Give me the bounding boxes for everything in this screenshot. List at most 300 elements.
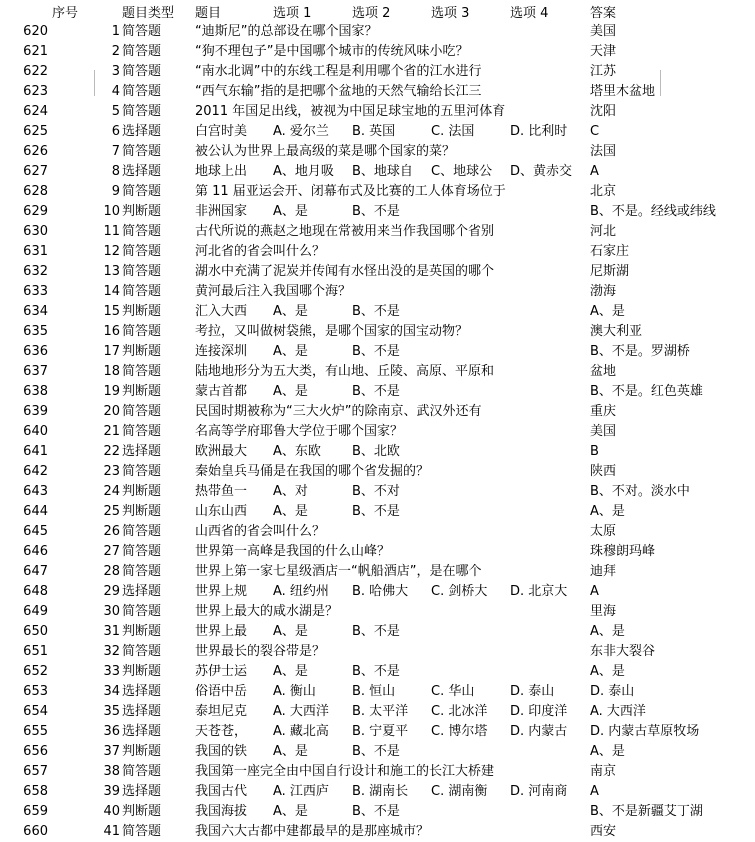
row-type: 判断题 — [122, 624, 162, 639]
row-seq: 626 — [23, 144, 48, 159]
table-row — [0, 422, 755, 442]
row-option-3: C. 剑桥大 — [431, 584, 488, 599]
row-answer: 陕西 — [590, 464, 617, 479]
row-seq: 647 — [23, 564, 48, 579]
row-answer: 法国 — [590, 144, 617, 159]
row-number: 10 — [103, 204, 120, 219]
row-option-1: A、是 — [273, 744, 308, 759]
row-answer: 重庆 — [590, 404, 617, 419]
header-option-3: 选项 3 — [431, 6, 470, 21]
table-row — [0, 602, 755, 622]
row-answer: 尼斯湖 — [590, 264, 630, 279]
row-type: 选择题 — [122, 684, 162, 699]
row-option-2: B. 太平洋 — [352, 704, 409, 719]
header-option-2: 选项 2 — [352, 6, 391, 21]
row-option-1: A、是 — [273, 304, 308, 319]
row-answer: 东非大裂谷 — [590, 644, 656, 659]
row-question: 欧洲最大 — [195, 444, 248, 459]
row-question: 2011 年国足出线，被视为中国足球宝地的五里河体育 — [195, 104, 506, 119]
row-seq: 628 — [23, 184, 48, 199]
row-type: 简答题 — [122, 104, 162, 119]
row-type: 简答题 — [122, 324, 162, 339]
row-option-1: A、是 — [273, 344, 308, 359]
row-seq: 645 — [23, 524, 48, 539]
row-type: 简答题 — [122, 564, 162, 579]
row-question: 古代所说的燕赵之地现在常被用来当作我国哪个省别 — [195, 224, 495, 239]
row-answer: D. 泰山 — [590, 684, 635, 699]
table-row — [0, 382, 755, 402]
row-answer: A、是 — [590, 624, 625, 639]
row-number: 3 — [111, 64, 120, 79]
table-row — [0, 302, 755, 322]
table-row — [0, 442, 755, 462]
row-answer: A、是 — [590, 664, 625, 679]
row-number: 34 — [103, 684, 120, 699]
row-type: 判断题 — [122, 744, 162, 759]
table-row — [0, 402, 755, 422]
row-question: 天苍苍， — [195, 724, 248, 739]
row-option-3: C. 博尔塔 — [431, 724, 488, 739]
row-option-2: B、不是 — [352, 744, 400, 759]
row-seq: 654 — [23, 704, 48, 719]
row-number: 13 — [103, 264, 120, 279]
row-option-2: B. 哈佛大 — [352, 584, 409, 599]
header-option-1: 选项 1 — [273, 6, 312, 21]
row-number: 6 — [111, 124, 120, 139]
row-option-3: C. 华山 — [431, 684, 475, 699]
row-number: 16 — [103, 324, 120, 339]
row-question: 山东山西 — [195, 504, 248, 519]
row-type: 简答题 — [122, 604, 162, 619]
row-seq: 632 — [23, 264, 48, 279]
table-row — [0, 262, 755, 282]
row-number: 2 — [111, 44, 120, 59]
row-question: 汇入大西 — [195, 304, 248, 319]
table-row — [0, 722, 755, 742]
row-answer: 渤海 — [590, 284, 617, 299]
row-seq: 642 — [23, 464, 48, 479]
row-number: 36 — [103, 724, 120, 739]
row-option-3: C. 北冰洋 — [431, 704, 488, 719]
header-answer: 答案 — [590, 6, 617, 21]
row-number: 29 — [103, 584, 120, 599]
row-seq: 627 — [23, 164, 48, 179]
row-option-2: B、不是 — [352, 664, 400, 679]
row-number: 23 — [103, 464, 120, 479]
row-answer: 塔里木盆地 — [590, 84, 656, 99]
row-question: 连接深圳 — [195, 344, 248, 359]
row-answer: 江苏 — [590, 64, 617, 79]
row-answer: B、不对。淡水中 — [590, 484, 690, 499]
row-option-1: A. 藏北高 — [273, 724, 329, 739]
row-answer: A — [590, 784, 599, 799]
row-option-4: D. 北京大 — [510, 584, 568, 599]
row-option-2: B、不是 — [352, 384, 400, 399]
row-option-2: B、不对 — [352, 484, 400, 499]
table-row — [0, 522, 755, 542]
row-question: 蒙古首都 — [195, 384, 248, 399]
row-question: 第 11 届亚运会开、闭幕布式及比赛的工人体育场位于 — [195, 184, 506, 199]
row-seq: 648 — [23, 584, 48, 599]
row-type: 简答题 — [122, 544, 162, 559]
row-type: 选择题 — [122, 784, 162, 799]
row-option-2: B. 恒山 — [352, 684, 396, 699]
table-row — [0, 202, 755, 222]
row-number: 39 — [103, 784, 120, 799]
row-type: 判断题 — [122, 384, 162, 399]
row-seq: 652 — [23, 664, 48, 679]
row-seq: 659 — [23, 804, 48, 819]
row-answer: 沈阳 — [590, 104, 617, 119]
row-option-4: D、黄赤交 — [510, 164, 573, 179]
row-option-3: C. 法国 — [431, 124, 475, 139]
row-answer: B、不是新疆艾丁湖 — [590, 804, 703, 819]
row-option-1: A. 爱尔兰 — [273, 124, 329, 139]
row-option-2: B、不是 — [352, 504, 400, 519]
row-type: 判断题 — [122, 304, 162, 319]
table-row — [0, 282, 755, 302]
row-type: 简答题 — [122, 144, 162, 159]
row-seq: 637 — [23, 364, 48, 379]
row-type: 简答题 — [122, 764, 162, 779]
row-number: 7 — [111, 144, 120, 159]
row-type: 简答题 — [122, 284, 162, 299]
table-row — [0, 342, 755, 362]
header-option-4: 选项 4 — [510, 6, 549, 21]
row-number: 15 — [103, 304, 120, 319]
row-option-1: A、是 — [273, 804, 308, 819]
row-number: 12 — [103, 244, 120, 259]
table-row — [0, 322, 755, 342]
row-option-2: B、不是 — [352, 804, 400, 819]
row-question: “南水北调”中的东线工程是利用哪个省的江水进行 — [195, 64, 482, 79]
row-number: 37 — [103, 744, 120, 759]
table-row — [0, 822, 755, 842]
row-seq: 641 — [23, 444, 48, 459]
row-option-1: A. 江西庐 — [273, 784, 329, 799]
row-number: 20 — [103, 404, 120, 419]
row-option-2: B、不是 — [352, 624, 400, 639]
row-answer: B、不是。罗湖桥 — [590, 344, 690, 359]
row-seq: 653 — [23, 684, 48, 699]
row-question: “狗不理包子”是中国哪个城市的传统风味小吃？ — [195, 44, 469, 59]
row-number: 31 — [103, 624, 120, 639]
row-answer: A、是 — [590, 304, 625, 319]
row-number: 38 — [103, 764, 120, 779]
row-answer: A — [590, 164, 599, 179]
row-option-1: A、是 — [273, 624, 308, 639]
row-answer: 美国 — [590, 24, 617, 39]
row-seq: 646 — [23, 544, 48, 559]
row-seq: 624 — [23, 104, 48, 119]
row-seq: 631 — [23, 244, 48, 259]
row-number: 25 — [103, 504, 120, 519]
row-seq: 658 — [23, 784, 48, 799]
row-question: 考拉，又叫做树袋熊，是哪个国家的国宝动物？ — [195, 324, 469, 339]
row-option-1: A、东欧 — [273, 444, 321, 459]
row-answer: 河北 — [590, 224, 617, 239]
row-type: 判断题 — [122, 504, 162, 519]
row-number: 21 — [103, 424, 120, 439]
table-row — [0, 542, 755, 562]
table-row — [0, 802, 755, 822]
row-type: 简答题 — [122, 404, 162, 419]
header-seq: 序号 — [52, 6, 79, 21]
row-seq: 622 — [23, 64, 48, 79]
row-option-2: B、不是 — [352, 344, 400, 359]
row-type: 判断题 — [122, 804, 162, 819]
row-option-2: B. 宁夏平 — [352, 724, 409, 739]
row-question: 世界上最大的咸水湖是？ — [195, 604, 339, 619]
row-seq: 655 — [23, 724, 48, 739]
row-answer: 南京 — [590, 764, 617, 779]
row-type: 选择题 — [122, 164, 162, 179]
row-type: 简答题 — [122, 364, 162, 379]
row-question: 湖水中充满了泥炭并传闻有水怪出没的是英国的哪个 — [195, 264, 495, 279]
table-row — [0, 22, 755, 42]
row-seq: 649 — [23, 604, 48, 619]
row-option-2: B、地球自 — [352, 164, 413, 179]
row-seq: 660 — [23, 824, 48, 839]
row-type: 选择题 — [122, 724, 162, 739]
row-question: “西气东输”指的是把哪个盆地的天然气输给长江三 — [195, 84, 482, 99]
row-question: 非洲国家 — [195, 204, 248, 219]
row-seq: 644 — [23, 504, 48, 519]
row-question: 苏伊士运 — [195, 664, 248, 679]
table-row — [0, 502, 755, 522]
row-option-3: C、地球公 — [431, 164, 493, 179]
row-type: 简答题 — [122, 464, 162, 479]
row-type: 简答题 — [122, 44, 162, 59]
table-row — [0, 62, 755, 82]
row-answer: 美国 — [590, 424, 617, 439]
row-answer: A — [590, 584, 599, 599]
row-answer: 澳大利亚 — [590, 324, 643, 339]
row-question: 我国古代 — [195, 784, 248, 799]
row-seq: 656 — [23, 744, 48, 759]
row-type: 简答题 — [122, 644, 162, 659]
table-row — [0, 362, 755, 382]
row-option-4: D. 印度洋 — [510, 704, 568, 719]
row-seq: 633 — [23, 284, 48, 299]
row-answer: B、不是。经线或纬线 — [590, 204, 716, 219]
row-question: 世界上第一家七星级酒店一“帆船酒店”，是在哪个 — [195, 564, 482, 579]
row-type: 简答题 — [122, 184, 162, 199]
table-row — [0, 782, 755, 802]
row-type: 简答题 — [122, 524, 162, 539]
row-seq: 629 — [23, 204, 48, 219]
row-question: 名高等学府耶鲁大学位于哪个国家？ — [195, 424, 404, 439]
row-answer: 石家庄 — [590, 244, 630, 259]
row-type: 判断题 — [122, 344, 162, 359]
row-answer: 里海 — [590, 604, 617, 619]
row-number: 18 — [103, 364, 120, 379]
row-seq: 625 — [23, 124, 48, 139]
row-seq: 638 — [23, 384, 48, 399]
row-number: 19 — [103, 384, 120, 399]
row-question: “迪斯尼”的总部设在哪个国家？ — [195, 24, 378, 39]
row-number: 4 — [111, 84, 120, 99]
row-type: 选择题 — [122, 584, 162, 599]
row-answer: D. 内蒙古草原牧场 — [590, 724, 700, 739]
table-row — [0, 122, 755, 142]
row-option-1: A、是 — [273, 384, 308, 399]
row-answer: 西安 — [590, 824, 617, 839]
row-seq: 640 — [23, 424, 48, 439]
row-number: 9 — [111, 184, 120, 199]
row-question: 黄河最后注入我国哪个海？ — [195, 284, 352, 299]
table-row — [0, 182, 755, 202]
table-row — [0, 42, 755, 62]
row-number: 24 — [103, 484, 120, 499]
row-number: 11 — [103, 224, 120, 239]
row-answer: B — [590, 444, 599, 459]
row-question: 我国六大古都中建都最早的是那座城市？ — [195, 824, 430, 839]
row-question: 秦始皇兵马俑是在我国的哪个省发掘的？ — [195, 464, 430, 479]
row-answer: 太原 — [590, 524, 617, 539]
row-option-3: C. 湖南衡 — [431, 784, 488, 799]
row-option-2: B. 湖南长 — [352, 784, 409, 799]
table-row — [0, 742, 755, 762]
row-question: 世界第一高峰是我国的什么山峰？ — [195, 544, 391, 559]
row-question: 山西省的省会叫什么？ — [195, 524, 326, 539]
row-number: 30 — [103, 604, 120, 619]
row-number: 1 — [111, 24, 120, 39]
row-seq: 623 — [23, 84, 48, 99]
row-seq: 630 — [23, 224, 48, 239]
row-number: 33 — [103, 664, 120, 679]
row-number: 35 — [103, 704, 120, 719]
table-row — [0, 582, 755, 602]
row-option-4: D. 河南商 — [510, 784, 568, 799]
row-option-4: D. 比利时 — [510, 124, 568, 139]
row-option-1: A、是 — [273, 664, 308, 679]
row-option-1: A、是 — [273, 204, 308, 219]
row-question: 我国的铁 — [195, 744, 248, 759]
row-option-1: A、对 — [273, 484, 308, 499]
row-option-2: B、不是 — [352, 304, 400, 319]
table-row — [0, 642, 755, 662]
row-option-1: A、地月吸 — [273, 164, 334, 179]
row-number: 5 — [111, 104, 120, 119]
table-row — [0, 562, 755, 582]
row-answer: A、是 — [590, 744, 625, 759]
row-question: 被公认为世界上最高级的菜是哪个国家的菜？ — [195, 144, 456, 159]
row-seq: 651 — [23, 644, 48, 659]
row-answer: 北京 — [590, 184, 617, 199]
row-type: 简答题 — [122, 424, 162, 439]
row-type: 简答题 — [122, 224, 162, 239]
row-seq: 634 — [23, 304, 48, 319]
row-type: 选择题 — [122, 124, 162, 139]
table-row — [0, 462, 755, 482]
row-number: 26 — [103, 524, 120, 539]
row-number: 27 — [103, 544, 120, 559]
row-question: 白宫时美 — [195, 124, 248, 139]
row-answer: 珠穆朗玛峰 — [590, 544, 656, 559]
row-answer: 盆地 — [590, 364, 617, 379]
header-type: 题目类型 — [122, 6, 175, 21]
row-type: 判断题 — [122, 484, 162, 499]
row-type: 判断题 — [122, 664, 162, 679]
row-number: 17 — [103, 344, 120, 359]
row-question: 热带鱼一 — [195, 484, 248, 499]
row-seq: 636 — [23, 344, 48, 359]
row-number: 28 — [103, 564, 120, 579]
row-number: 14 — [103, 284, 120, 299]
row-answer: B、不是。红色英雄 — [590, 384, 703, 399]
table-row — [0, 662, 755, 682]
row-option-2: B、北欧 — [352, 444, 400, 459]
row-seq: 635 — [23, 324, 48, 339]
row-question: 河北省的省会叫什么？ — [195, 244, 326, 259]
row-question: 我国第一座完全由中国自行设计和施工的长江大桥建 — [195, 764, 495, 779]
row-type: 简答题 — [122, 264, 162, 279]
row-seq: 650 — [23, 624, 48, 639]
table-row — [0, 102, 755, 122]
row-number: 22 — [103, 444, 120, 459]
row-answer: A. 大西洋 — [590, 704, 646, 719]
row-question: 我国海拔 — [195, 804, 248, 819]
row-option-1: A、是 — [273, 504, 308, 519]
table-row — [0, 82, 755, 102]
row-seq: 657 — [23, 764, 48, 779]
row-type: 判断题 — [122, 204, 162, 219]
row-question: 俗语中岳 — [195, 684, 248, 699]
row-question: 民国时期被称为“三大火炉”的除南京、武汉外还有 — [195, 404, 482, 419]
row-question: 地球上出 — [195, 164, 248, 179]
row-answer: A、是 — [590, 504, 625, 519]
row-seq: 620 — [23, 24, 48, 39]
row-seq: 621 — [23, 44, 48, 59]
table-row — [0, 142, 755, 162]
table-row — [0, 622, 755, 642]
column-header-row — [0, 0, 755, 20]
row-seq: 643 — [23, 484, 48, 499]
row-number: 8 — [111, 164, 120, 179]
row-type: 简答题 — [122, 84, 162, 99]
row-type: 选择题 — [122, 444, 162, 459]
row-option-2: B、不是 — [352, 204, 400, 219]
row-type: 简答题 — [122, 244, 162, 259]
row-type: 简答题 — [122, 24, 162, 39]
row-option-4: D. 泰山 — [510, 684, 555, 699]
row-answer: 迪拜 — [590, 564, 617, 579]
row-type: 简答题 — [122, 64, 162, 79]
row-question: 世界最长的裂谷带是？ — [195, 644, 326, 659]
row-answer: C — [590, 124, 600, 139]
table-row — [0, 702, 755, 722]
row-question: 陆地地形分为五大类，有山地、丘陵、高原、平原和 — [195, 364, 495, 379]
table-row — [0, 482, 755, 502]
row-answer: 天津 — [590, 44, 617, 59]
table-row — [0, 682, 755, 702]
table-row — [0, 162, 755, 182]
header-question: 题目 — [195, 6, 222, 21]
row-type: 选择题 — [122, 704, 162, 719]
row-type: 简答题 — [122, 824, 162, 839]
row-seq: 639 — [23, 404, 48, 419]
row-question: 世界上规 — [195, 584, 248, 599]
table-row — [0, 222, 755, 242]
row-question: 泰坦尼克 — [195, 704, 248, 719]
row-option-1: A. 大西洋 — [273, 704, 329, 719]
row-option-4: D. 内蒙古 — [510, 724, 568, 739]
row-number: 40 — [103, 804, 120, 819]
table-row — [0, 762, 755, 782]
row-option-1: A. 纽约州 — [273, 584, 329, 599]
row-option-2: B. 英国 — [352, 124, 396, 139]
